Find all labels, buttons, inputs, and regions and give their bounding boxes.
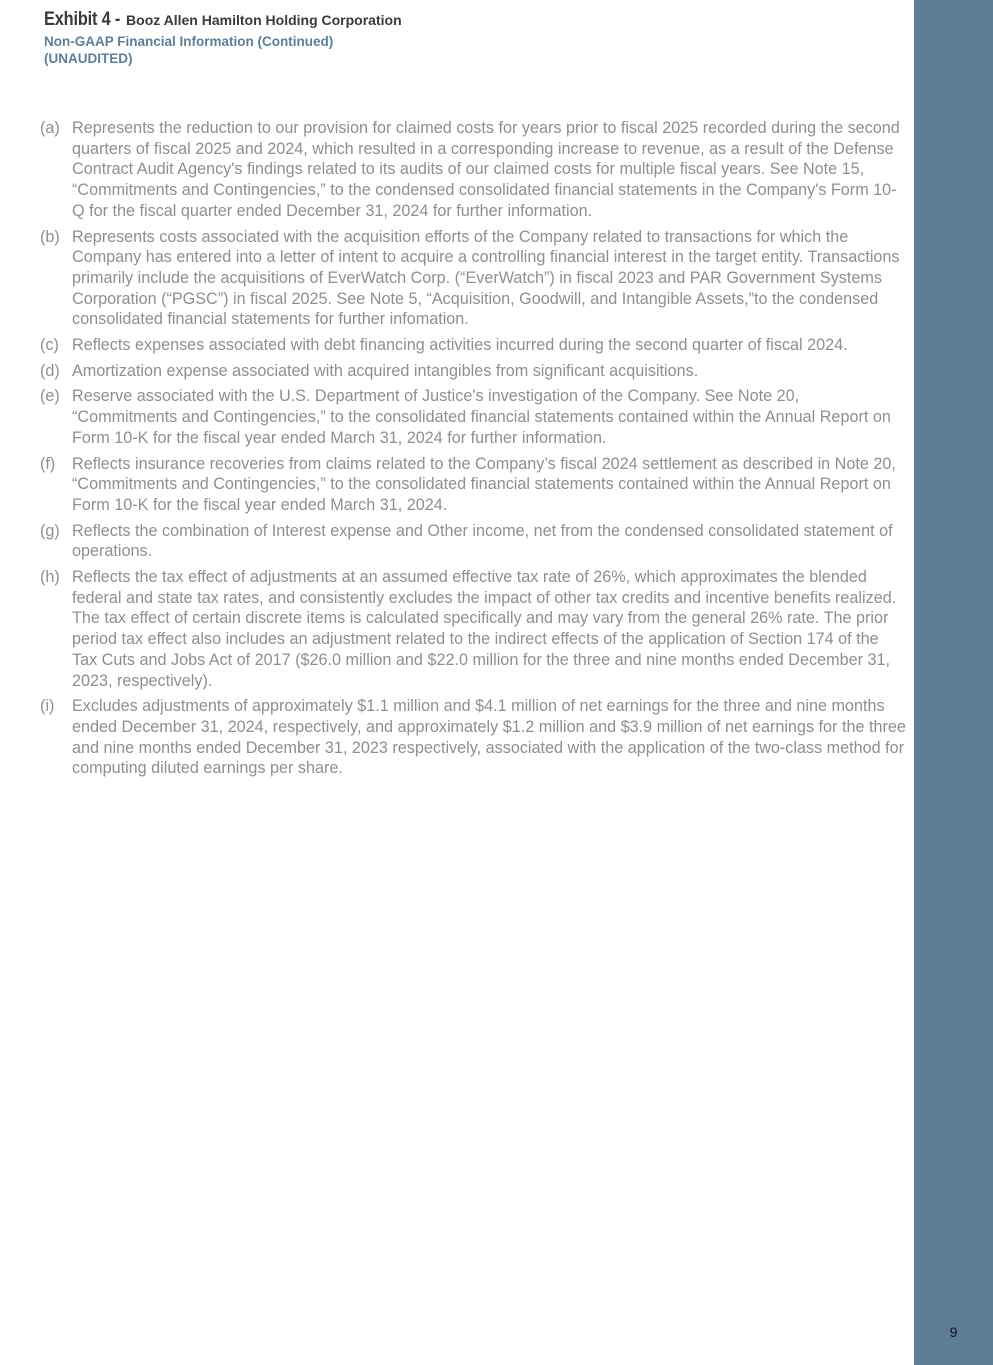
company-name: Booz Allen Hamilton Holding Corporation [126, 12, 402, 28]
footnote-text: Reflects expenses associated with debt financing activities incurred during the second quarter of fiscal 2024. [72, 336, 848, 355]
footnote-b [40, 227, 906, 331]
page-number: 9 [949, 1324, 958, 1340]
footnote-h [40, 567, 906, 691]
page-header [44, 8, 402, 67]
footnote-f [40, 454, 906, 516]
footnote-e [40, 386, 906, 448]
accent-sidebar [914, 0, 993, 1365]
exhibit-title [44, 8, 402, 33]
footnote-text: Excludes adjustments of approximately $1.1 million and $4.1 million of net earnings for the three and nine months ended December 31, 2024, respectively, and approximately $1.2 million and $3.9 million of net earnings for the three and nine months ended December 31, 2023 respectively, associated with the application of the two-class method for computing diluted earnings per share. [72, 697, 906, 778]
footnote-marker: (d) [40, 361, 60, 380]
footnote-marker: (h) [40, 568, 60, 587]
footnote-text: Represents costs associated with the acquisition efforts of the Company related to transactions for which the Company has entered into a letter of intent to acquire a controlling financial interest in the target entity. Transactions primarily include the acquisitions of EverWatch Corp. (“EverWatch”) in fiscal 2023 and PAR Government Systems Corporation (“PGSC”) in fiscal 2025. See Note 5, “Acquisition, Goodwill, and Intangible Assets,”to the condensed consolidated financial statements for further infomation. [72, 227, 900, 329]
footnote-marker: (e) [40, 387, 60, 406]
footnote-g [40, 521, 906, 562]
footnote-text: Reflects the tax effect of adjustments at an assumed effective tax rate of 26%, which approximates the blended federal and state tax rates, and consistently excludes the impact of other tax credits and incentive benefits realized. The tax effect of certain discrete items is calculated specifically and may vary from the general 26% rate. The prior period tax effect also includes an adjustment related to the indirect effects of the application of Section 174 of the Tax Cuts and Jobs Act of 2017 ($26.0 million and $22.0 million for the three and nine months ended December 31, 2023, respectively). [72, 568, 897, 690]
footnote-marker: (c) [40, 336, 59, 355]
footnote-text: Amortization expense associated with acquired intangibles from significant acquisitions. [72, 361, 699, 380]
footnote-text: Reserve associated with the U.S. Department of Justice's investigation of the Company. See Note 20, “Commitments and Contingencies,” to the consolidated financial statements contained within the Annual Report on Form 10-K for the fiscal year ended March 31, 2024 for further information. [72, 387, 891, 447]
footnote-c [40, 335, 906, 356]
footnote-list [40, 118, 906, 784]
footnote-marker: (f) [40, 454, 56, 473]
unaudited-label: (UNAUDITED) [44, 51, 133, 66]
footnote-marker: (a) [40, 119, 60, 137]
footnote-text: Reflects the combination of Interest expense and Other income, net from the condensed consolidated statement of operations. [72, 521, 893, 561]
footnote-a [40, 118, 906, 222]
footnote-marker: (g) [40, 521, 60, 540]
footnote-marker: (i) [40, 697, 55, 716]
footnote-text: Represents the reduction to our provision for claimed costs for years prior to fiscal 2025 recorded during the second quarters of fiscal 2025 and 2024, which resulted in a corresponding increase to revenue, as a result of the Defense Contract Audit Agency's findings related to its audits of our claimed costs for multiple fiscal years. See Note 15, “Commitments and Contingencies,” to the condensed consolidated financial statements in the Company's Form 10-Q for the fiscal quarter ended December 31, 2024 for further information. [72, 119, 900, 220]
footnote-i [40, 696, 906, 779]
footnote-marker: (b) [40, 227, 60, 246]
footnote-d [40, 361, 906, 382]
footnote-text: Reflects insurance recoveries from claims related to the Company’s fiscal 2024 settlement as described in Note 20, “Commitments and Contingencies,” to the consolidated financial statements contained within the Annual Report on Form 10-K for the fiscal year ended March 31, 2024. [72, 454, 896, 514]
exhibit-label: Exhibit 4 - [44, 9, 121, 30]
section-subtitle: Non-GAAP Financial Information (Continued) [44, 34, 334, 49]
